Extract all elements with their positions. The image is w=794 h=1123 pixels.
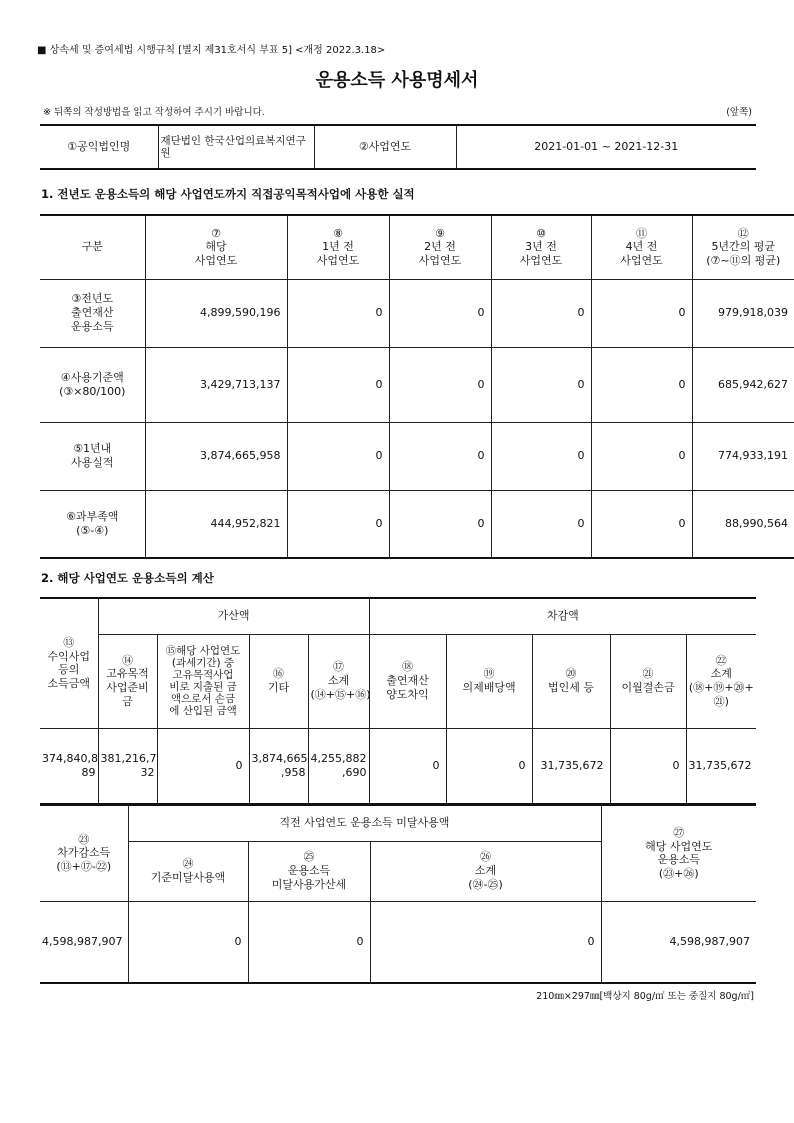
table-cell: 0 (157, 728, 249, 804)
table-cell: 0 (591, 347, 692, 422)
table-row (40, 422, 794, 490)
section2-table (40, 597, 756, 805)
table-cell: 31,735,672 (532, 728, 610, 804)
table-cell: 0 (287, 490, 389, 558)
row-label: ④사용기준액 (③×80/100) (40, 347, 145, 422)
table-cell: 0 (369, 728, 446, 804)
table-cell: 3,874,665 ,958 (249, 728, 308, 804)
s2-header-27: ㉗ 해당 사업연도 운용소득 (㉓+㉖) (601, 805, 756, 901)
table-cell: 0 (491, 422, 591, 490)
s2-header-additions: 가산액 (98, 598, 369, 634)
s2-header-26: ㉖ 소계 (㉔-㉕) (370, 841, 601, 901)
s2-header-income: ⑬ 수익사업 등의 소득금액 (40, 598, 98, 728)
s2-header-19: ⑲ 의제배당액 (446, 634, 532, 728)
table-cell: 0 (389, 490, 491, 558)
s2-header-18: ⑱ 출연재산 양도차익 (369, 634, 446, 728)
table-cell: 0 (491, 279, 591, 347)
s2-header-21: ㉑ 이월결손금 (610, 634, 686, 728)
fiscal-year-value: 2021-01-01 ~ 2021-12-31 (456, 125, 756, 169)
s1-header-col9: ⑨ 2년 전 사업연도 (389, 215, 491, 279)
row-label: ⑥과부족액 (⑤-④) (40, 490, 145, 558)
s1-header-col7: ⑦ 해당 사업연도 (145, 215, 287, 279)
table-cell: 444,952,821 (145, 490, 287, 558)
corp-name-value: 재단법인 한국산업의료복지연구원 (158, 125, 314, 169)
table-cell: 0 (491, 490, 591, 558)
table-cell: 88,990,564 (692, 490, 794, 558)
table-row (40, 490, 794, 558)
s2-header-16: ⑯ 기타 (249, 634, 308, 728)
table-cell: 979,918,039 (692, 279, 794, 347)
s2-header-15: ⑮해당 사업연도 (과세기간) 중 고유목적사업 비로 지출된 금 액으로서 손금 에 산입된 금액 (157, 634, 249, 728)
s1-header-col10: ⑩ 3년 전 사업연도 (491, 215, 591, 279)
s2-header-14: ⑭ 고유목적 사업준비 금 (98, 634, 157, 728)
table-cell: 0 (610, 728, 686, 804)
form-reference: ■ 상속세 및 증여세법 시행규칙 [별지 제31호서식 부표 5] <개정 2022.3.18> (37, 45, 386, 56)
paper-spec: 210㎜×297㎜[백상지 80g/㎡ 또는 중질지 80g/㎡] (536, 991, 754, 1002)
page-side-label: (앞쪽) (726, 107, 752, 118)
s1-header-col8: ⑧ 1년 전 사업연도 (287, 215, 389, 279)
table-cell: 774,933,191 (692, 422, 794, 490)
table-cell: 0 (287, 422, 389, 490)
s2-header-24: ㉔ 기준미달사용액 (128, 841, 248, 901)
table-cell: 4,255,882 ,690 (308, 728, 369, 804)
table-row (40, 901, 756, 983)
table-cell: 0 (446, 728, 532, 804)
instruction-note: ※ 뒤쪽의 작성방법을 읽고 작성하여 주시기 바랍니다. (43, 107, 265, 118)
s2-header-prev-shortfall: 직전 사업연도 운용소득 미달사용액 (128, 805, 601, 841)
table-cell: 0 (389, 347, 491, 422)
corp-name-label: ①공익법인명 (40, 125, 158, 169)
table-cell: 4,899,590,196 (145, 279, 287, 347)
row-label: ⑤1년내 사용실적 (40, 422, 145, 490)
section2-title: 2. 해당 사업연도 운용소득의 계산 (41, 571, 214, 585)
table-cell: 31,735,672 (686, 728, 756, 804)
row-label: ③전년도 출연재산 운용소득 (40, 279, 145, 347)
fiscal-year-label: ②사업연도 (314, 125, 456, 169)
table-cell: 0 (389, 279, 491, 347)
table-cell: 0 (370, 901, 601, 983)
table-cell: 685,942,627 (692, 347, 794, 422)
table-cell: 0 (491, 347, 591, 422)
s1-header-col12: ⑫ 5년간의 평균 (⑦~⑪의 평균) (692, 215, 794, 279)
s2-header-deductions: 차감액 (369, 598, 756, 634)
section1-title: 1. 전년도 운용소득의 해당 사업연도까지 직접공익목적사업에 사용한 실적 (41, 187, 415, 201)
table-row (40, 728, 756, 804)
table-cell: 0 (591, 490, 692, 558)
table-cell: 0 (591, 422, 692, 490)
table-cell: 0 (248, 901, 370, 983)
section2-table-b (40, 804, 756, 984)
table-cell: 0 (128, 901, 248, 983)
table-cell: 3,429,713,137 (145, 347, 287, 422)
table-row (40, 347, 794, 422)
section1-table (40, 214, 794, 559)
s2-header-22: ㉒ 소계 (⑱+⑲+⑳+ ㉑) (686, 634, 756, 728)
table-cell: 0 (591, 279, 692, 347)
table-cell: 4,598,987,907 (601, 901, 756, 983)
table-cell: 0 (389, 422, 491, 490)
table-cell: 374,840,8 89 (40, 728, 98, 804)
s2-header-20: ⑳ 법인세 등 (532, 634, 610, 728)
table-cell: 381,216,7 32 (98, 728, 157, 804)
s1-header-category: 구분 (40, 215, 145, 279)
table-cell: 3,874,665,958 (145, 422, 287, 490)
s2-header-17: ⑰ 소계 (⑭+⑮+⑯) (308, 634, 369, 728)
s2-header-25: ㉕ 운용소득 미달사용가산세 (248, 841, 370, 901)
s2-header-23: ㉓ 차가감소득 (⑬+⑰-㉒) (40, 805, 128, 901)
table-cell: 4,598,987,907 (40, 901, 128, 983)
table-row (40, 279, 794, 347)
table-cell: 0 (287, 279, 389, 347)
table-cell: 0 (287, 347, 389, 422)
info-table (40, 124, 756, 170)
page-title: 운용소득 사용명세서 (315, 70, 479, 91)
s1-header-col11: ⑪ 4년 전 사업연도 (591, 215, 692, 279)
